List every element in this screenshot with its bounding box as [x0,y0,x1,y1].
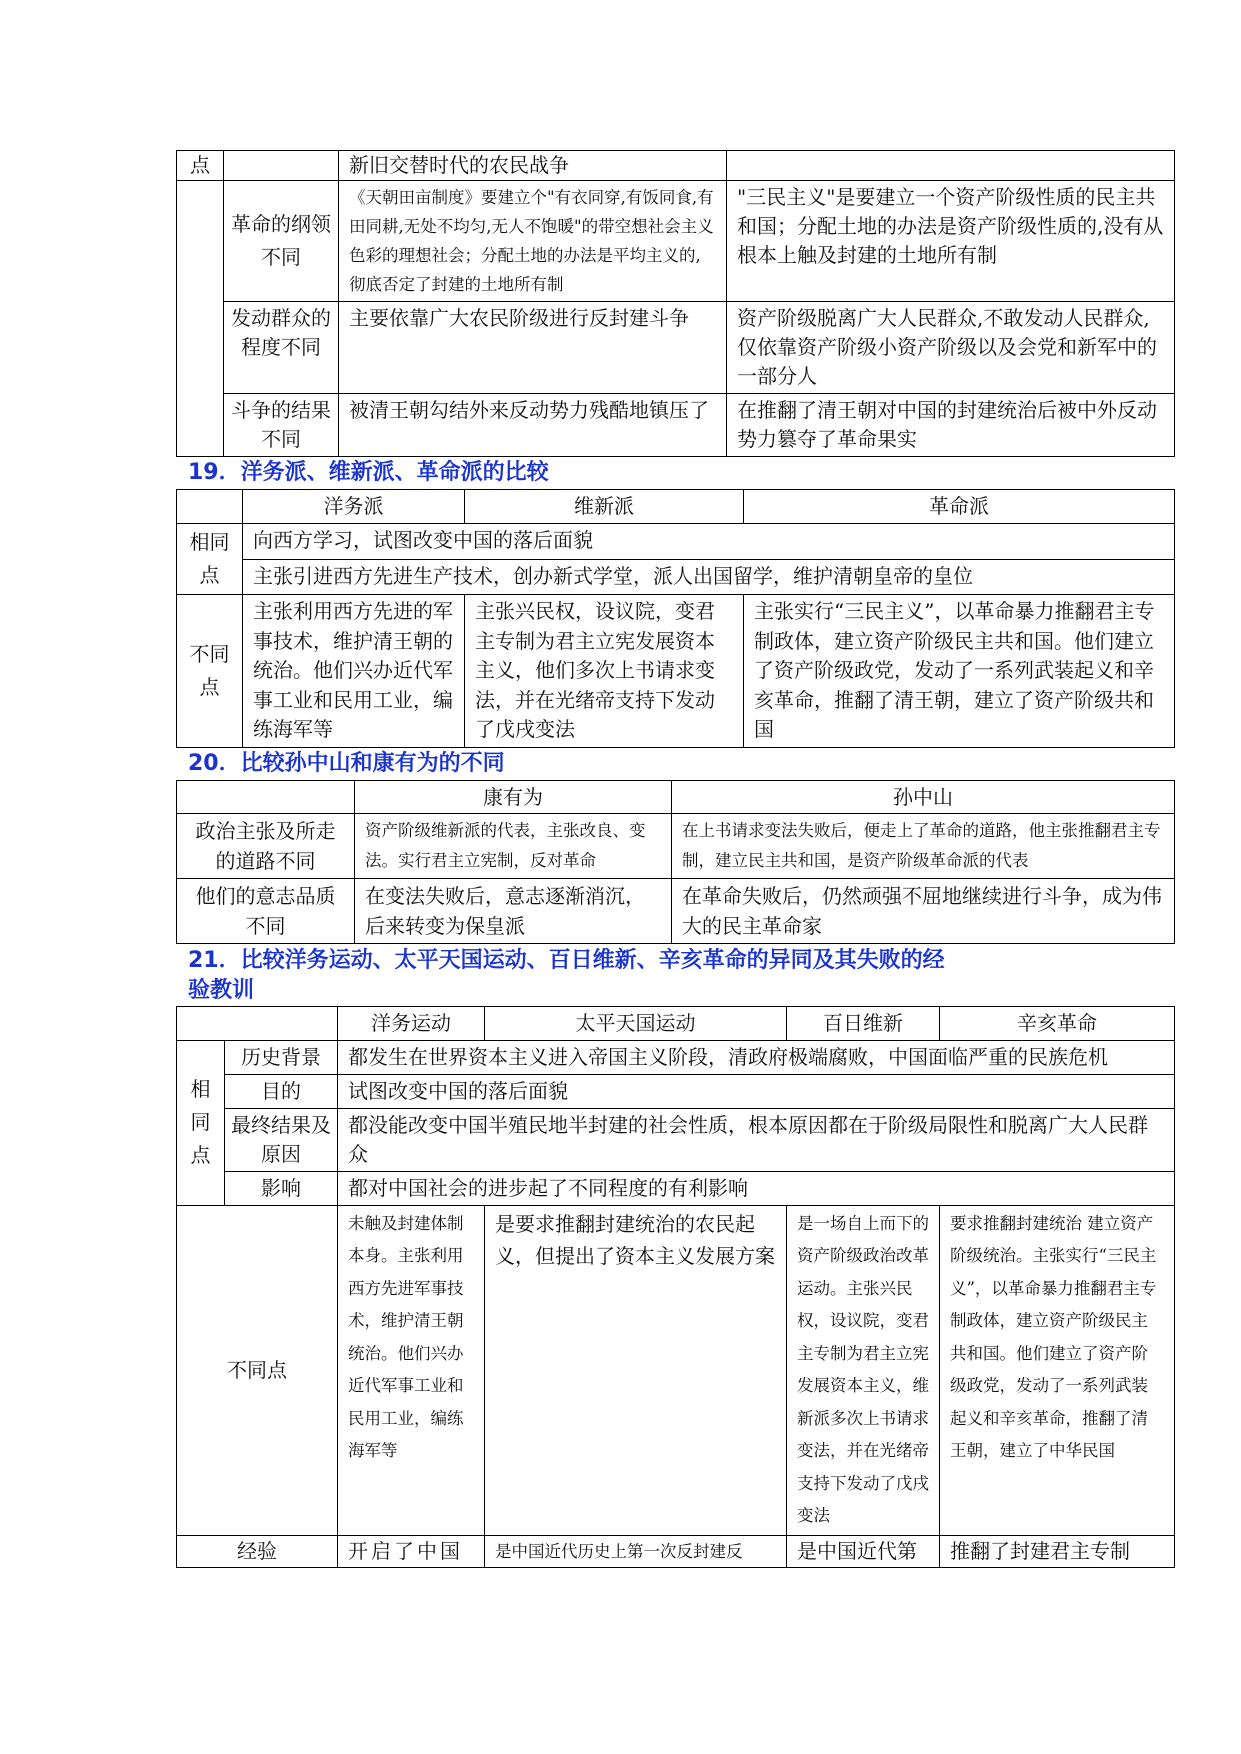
cell: 开启了中国 [338,1535,485,1567]
row-label: 最终结果及原因 [225,1108,338,1171]
column-header: 康有为 [355,780,672,813]
cell: "三民主义"是要建立一个资产阶级性质的民主共和国；分配土地的办法是资产阶级性质的,没有从根本上触及封建的土地所有制 [727,181,1175,302]
cell: 主张引进西方先进生产技术，创办新式学堂，派人出国留学，维护清朝皇帝的皇位 [243,559,1175,595]
cell: 都发生在世界资本主义进入帝国主义阶段，清政府极端腐败，中国面临严重的民族危机 [338,1040,1175,1074]
column-header: 洋务运动 [338,1006,485,1040]
comparison-table-18 [176,150,1175,457]
column-header: 太平天国运动 [485,1006,787,1040]
column-header: 百日维新 [787,1006,940,1040]
column-header: 革命派 [744,490,1175,524]
row-label: 政治主张及所走的道路不同 [177,813,355,878]
cell: 是中国近代历史上第一次反封建反 [485,1535,787,1567]
cell: 主要依靠广大农民阶级进行反封建斗争 [339,302,727,394]
row-label: 不同点 [177,595,243,748]
cell: 试图改变中国的落后面貌 [338,1074,1175,1108]
row-label: 目的 [225,1074,338,1108]
heading-line: 21．比较洋务运动、太平天国运动、百日维新、辛亥革命的异同及其失败的经 [188,947,945,973]
row-label: 相同点 [177,1040,225,1205]
cell: 主张兴民权，设议院，变君主专制为君主立宪发展资本主义，他们多次上书请求变法，并在光绪帝支持下发动了戊戌变法 [465,595,744,748]
cell: 都对中国社会的进步起了不同程度的有利影响 [338,1171,1175,1205]
column-header: 洋务派 [243,490,465,524]
cell: 新旧交替时代的农民战争 [339,151,727,181]
cell: 被清王朝勾结外来反动势力残酷地镇压了 [339,394,727,457]
section-heading-21 [176,946,1174,1006]
row-label: 点 [177,151,224,181]
cell: 主张利用西方先进的军事技术，维护清王朝的统治。他们兴办近代军事工业和民用工业，编练海军等 [243,595,465,748]
row-label: 历史背景 [225,1040,338,1074]
page [176,150,1174,1568]
section-heading-19: 19．洋务派、维新派、革命派的比较 [188,460,549,485]
cell: 在上书请求变法失败后，便走上了革命的道路，他主张推翻君主专制，建立民主共和国，是资产阶级革命派的代表 [672,813,1175,878]
cell: 《天朝田亩制度》要建立个"有衣同穿,有饭同食,有田同耕,无处不均匀,无人不饱暖"的带空想社会主义色彩的理想社会；分配土地的办法是平均主义的,彻底否定了封建的土地所有制 [339,181,727,302]
cell: 资产阶级维新派的代表，主张改良、变法。实行君主立宪制，反对革命 [355,813,672,878]
row-label: 影响 [225,1171,338,1205]
cell: 资产阶级脱离广大人民群众,不敢发动人民群众,仅依靠资产阶级小资产阶级以及会党和新军中的一部分人 [727,302,1175,394]
comparison-table-21 [176,1006,1175,1568]
cell [727,151,1175,181]
cell: 向西方学习，试图改变中国的落后面貌 [243,524,1175,560]
cell: 在推翻了清王朝对中国的封建统治后被中外反动势力篡夺了革命果实 [727,394,1175,457]
row-label: 革命的纲领不同 [224,181,339,302]
row-label: 相同点 [177,524,243,595]
row-label: 斗争的结果不同 [224,394,339,457]
cell: 在变法失败后，意志逐渐消沉，后来转变为保皇派 [355,878,672,943]
row-label: 发动群众的程度不同 [224,302,339,394]
cell: 未触及封建体制本身。主张利用西方先进军事技术，维护清王朝统治。他们兴办近代军事工业和民用工业，编练海军等 [338,1205,485,1535]
cell: 是一场自上而下的资产阶级政治改革运动。主张兴民权，设议院，变君主专制为君主立宪发展资本主义，维新派多次上书请求变法，并在光绪帝支持下发动了戊戌变法 [787,1205,940,1535]
row-label: 他们的意志品质不同 [177,878,355,943]
row-label: 经验 [177,1535,338,1567]
column-header: 辛亥革命 [940,1006,1175,1040]
cell: 在革命失败后，仍然顽强不屈地继续进行斗争，成为伟大的民主革命家 [672,878,1175,943]
column-header: 孙中山 [672,780,1175,813]
section-heading-20: 20．比较孙中山和康有为的不同 [188,750,505,776]
cell: 要求推翻封建统治 建立资产阶级统治。主张实行“三民主义”，以革命暴力推翻君主专制政体，建立资产阶级民主共和国。他们建立了资产阶级政党，发动了一系列武装起义和辛亥革命，推翻了清王朝，建立了中华民国 [940,1205,1175,1535]
cell: 是要求推翻封建统治的农民起义，但提出了资本主义发展方案 [485,1205,787,1535]
cell: 主张实行“三民主义”，以革命暴力推翻君主专制政体，建立资产阶级民主共和国。他们建立了资产阶级政党，发动了一系列武装起义和辛亥革命，推翻了清王朝，建立了资产阶级共和国 [744,595,1175,748]
cell: 是中国近代第 [787,1535,940,1567]
cell: 都没能改变中国半殖民地半封建的社会性质，根本原因都在于阶级局限性和脱离广大人民群众 [338,1108,1175,1171]
heading-line: 验教训 [188,977,255,1003]
row-label: 不同点 [177,1205,338,1535]
comparison-table-20 [176,780,1175,944]
comparison-table-19 [176,489,1175,748]
column-header: 维新派 [465,490,744,524]
cell: 推翻了封建君主专制 [940,1535,1175,1567]
